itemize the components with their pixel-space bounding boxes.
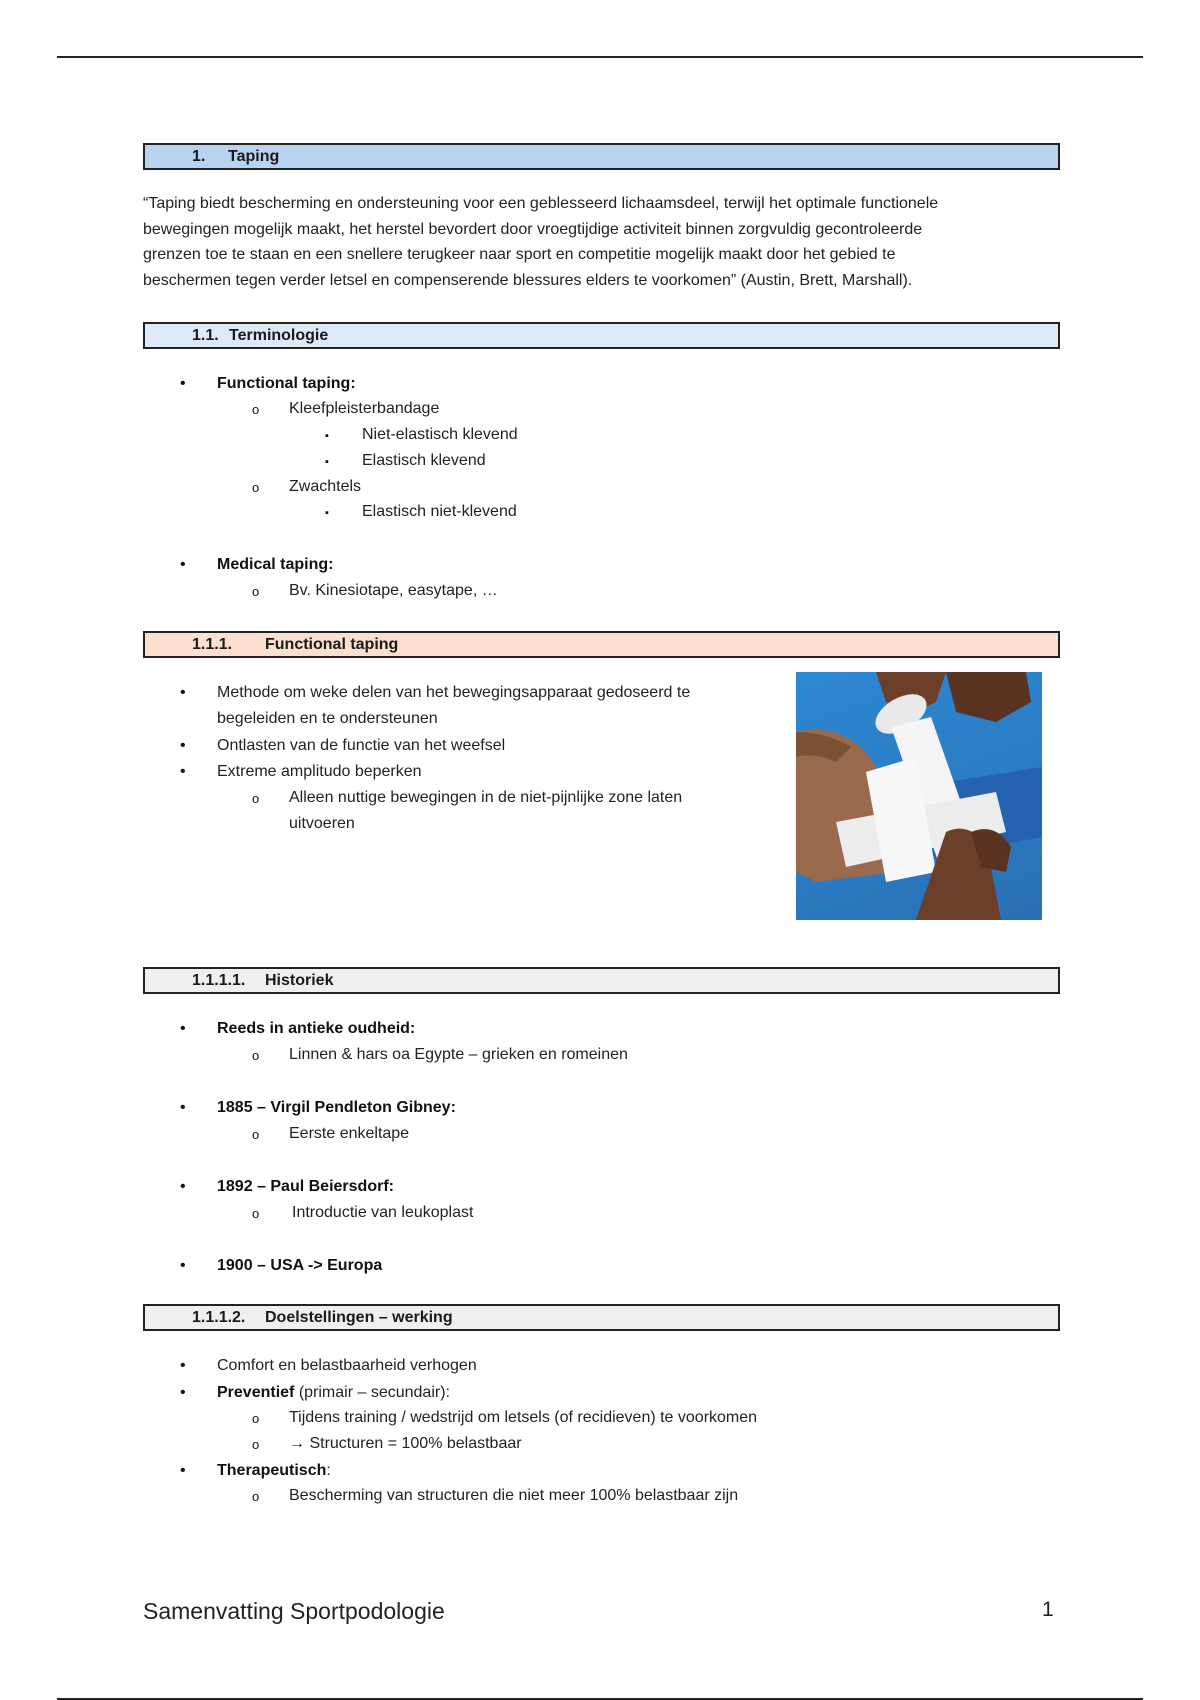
quote-line: bewegingen mogelijk maakt, het herstel bevordert door vroegtijdige activiteit binnen zorgvuldig gecontroleerde	[143, 220, 923, 238]
historiek-usa-label: 1900 – USA -> Europa	[217, 1257, 383, 1274]
bullet-dot: •	[180, 1099, 186, 1116]
medical-taping-label: Medical taping:	[217, 556, 334, 573]
page-number: 1	[1042, 1598, 1054, 1621]
bullet-circle: o	[252, 1048, 260, 1063]
list-item-continuation: uitvoeren	[289, 815, 355, 832]
section-heading-taping	[143, 143, 1060, 170]
historiek-oudheid-label: Reeds in antieke oudheid:	[217, 1020, 416, 1037]
list-item: Zwachtels	[289, 478, 362, 495]
bullet-dot: •	[180, 375, 186, 392]
bullet-circle: o	[252, 791, 260, 806]
bullet-circle: o	[252, 402, 260, 417]
bullet-circle: o	[252, 1127, 260, 1142]
footer-title: Samenvatting Sportpodologie	[143, 1598, 445, 1624]
heading-number: 1.1.	[192, 327, 219, 344]
bullet-dot: •	[180, 1257, 186, 1274]
list-item: Comfort en belastbaarheid verhogen	[217, 1357, 477, 1374]
bullet-dot: •	[180, 737, 186, 754]
heading-title: Taping	[228, 148, 280, 165]
list-item: Elastisch niet-klevend	[362, 503, 517, 520]
list-item: Eerste enkeltape	[289, 1125, 410, 1142]
heading-title: Functional taping	[265, 636, 399, 653]
list-item: Extreme amplitudo beperken	[217, 763, 422, 780]
bullet-dot: •	[180, 1020, 186, 1037]
list-item: Introductie van leukoplast	[292, 1204, 474, 1221]
section-heading-historiek	[143, 967, 1060, 994]
list-item: → Structuren = 100% belastbaar	[289, 1435, 522, 1452]
historiek-gibney-label: 1885 – Virgil Pendleton Gibney:	[217, 1099, 456, 1116]
list-item: Bescherming van structuren die niet meer 100% belastbaar zijn	[289, 1487, 739, 1504]
ankle-taping-illustration	[796, 672, 1042, 920]
bullet-circle: o	[252, 1206, 260, 1221]
heading-number: 1.1.1.	[192, 636, 233, 653]
section-heading-terminologie	[143, 322, 1060, 349]
ankle-taping-photo	[796, 672, 1042, 920]
bullet-square: ▪	[325, 456, 329, 468]
bullet-dot: •	[180, 1178, 186, 1195]
historiek-beiersdorf-label: 1892 – Paul Beiersdorf:	[217, 1178, 394, 1195]
heading-title: Historiek	[265, 972, 334, 989]
bullet-dot: •	[180, 1462, 186, 1479]
list-item-continuation: begeleiden en te ondersteunen	[217, 710, 438, 727]
heading-number: 1.	[192, 148, 206, 165]
bullet-dot: •	[180, 1384, 186, 1401]
heading-title: Doelstellingen – werking	[265, 1309, 453, 1326]
list-item: Methode om weke delen van het bewegingsapparaat gedoseerd te	[217, 684, 691, 701]
list-item: Ontlasten van de functie van het weefsel	[217, 737, 506, 754]
section-heading-functional-taping	[143, 631, 1060, 658]
bullet-circle: o	[252, 584, 260, 599]
bullet-square: ▪	[325, 430, 329, 442]
bullet-dot: •	[180, 556, 186, 573]
bullet-square: ▪	[325, 507, 329, 519]
list-item: Alleen nuttige bewegingen in de niet-pijnlijke zone laten	[289, 789, 683, 806]
bullet-dot: •	[180, 1357, 186, 1374]
quote-line: beschermen tegen verder letsel en compenserende blessures elders te voorkomen” (Austin, Brett, Marshall).	[143, 271, 913, 289]
heading-number: 1.1.1.2.	[192, 1309, 246, 1326]
bullet-circle: o	[252, 1411, 260, 1426]
quote-line: “Taping biedt bescherming en ondersteuning voor een geblesseerd lichaamsdeel, terwijl het optimale functionele	[143, 195, 939, 212]
list-item: Tijdens training / wedstrijd om letsels (of recidieven) te voorkomen	[289, 1409, 758, 1426]
therapeutisch-rest: :	[326, 1462, 331, 1479]
list-item: Elastisch klevend	[362, 452, 486, 469]
list-item: Niet-elastisch klevend	[362, 426, 518, 443]
bullet-dot: •	[180, 763, 186, 780]
list-item: Bv. Kinesiotape, easytape, …	[289, 582, 498, 599]
quote-paragraph	[143, 191, 1063, 293]
list-item-preventief	[217, 1382, 450, 1404]
list-item-therapeutisch	[217, 1460, 331, 1482]
bullet-circle: o	[252, 1489, 260, 1504]
heading-title: Terminologie	[229, 327, 329, 344]
bullet-circle: o	[252, 1437, 260, 1452]
bullet-circle: o	[252, 480, 260, 495]
section-heading-doelstellingen	[143, 1304, 1060, 1331]
preventief-rest: (primair – secundair):	[294, 1384, 450, 1401]
heading-number: 1.1.1.1.	[192, 972, 246, 989]
list-item: Linnen & hars oa Egypte – grieken en romeinen	[289, 1046, 628, 1063]
preventief-label: Preventief	[217, 1384, 295, 1401]
bullet-dot: •	[180, 684, 186, 701]
functional-taping-label: Functional taping:	[217, 375, 356, 392]
therapeutisch-label: Therapeutisch	[217, 1462, 327, 1479]
list-item: Kleefpleisterbandage	[289, 400, 440, 417]
header-rule	[57, 56, 1143, 58]
quote-line: grenzen toe te staan en een snellere terugkeer naar sport en competitie mogelijk maakt door het gebied te	[143, 246, 896, 263]
